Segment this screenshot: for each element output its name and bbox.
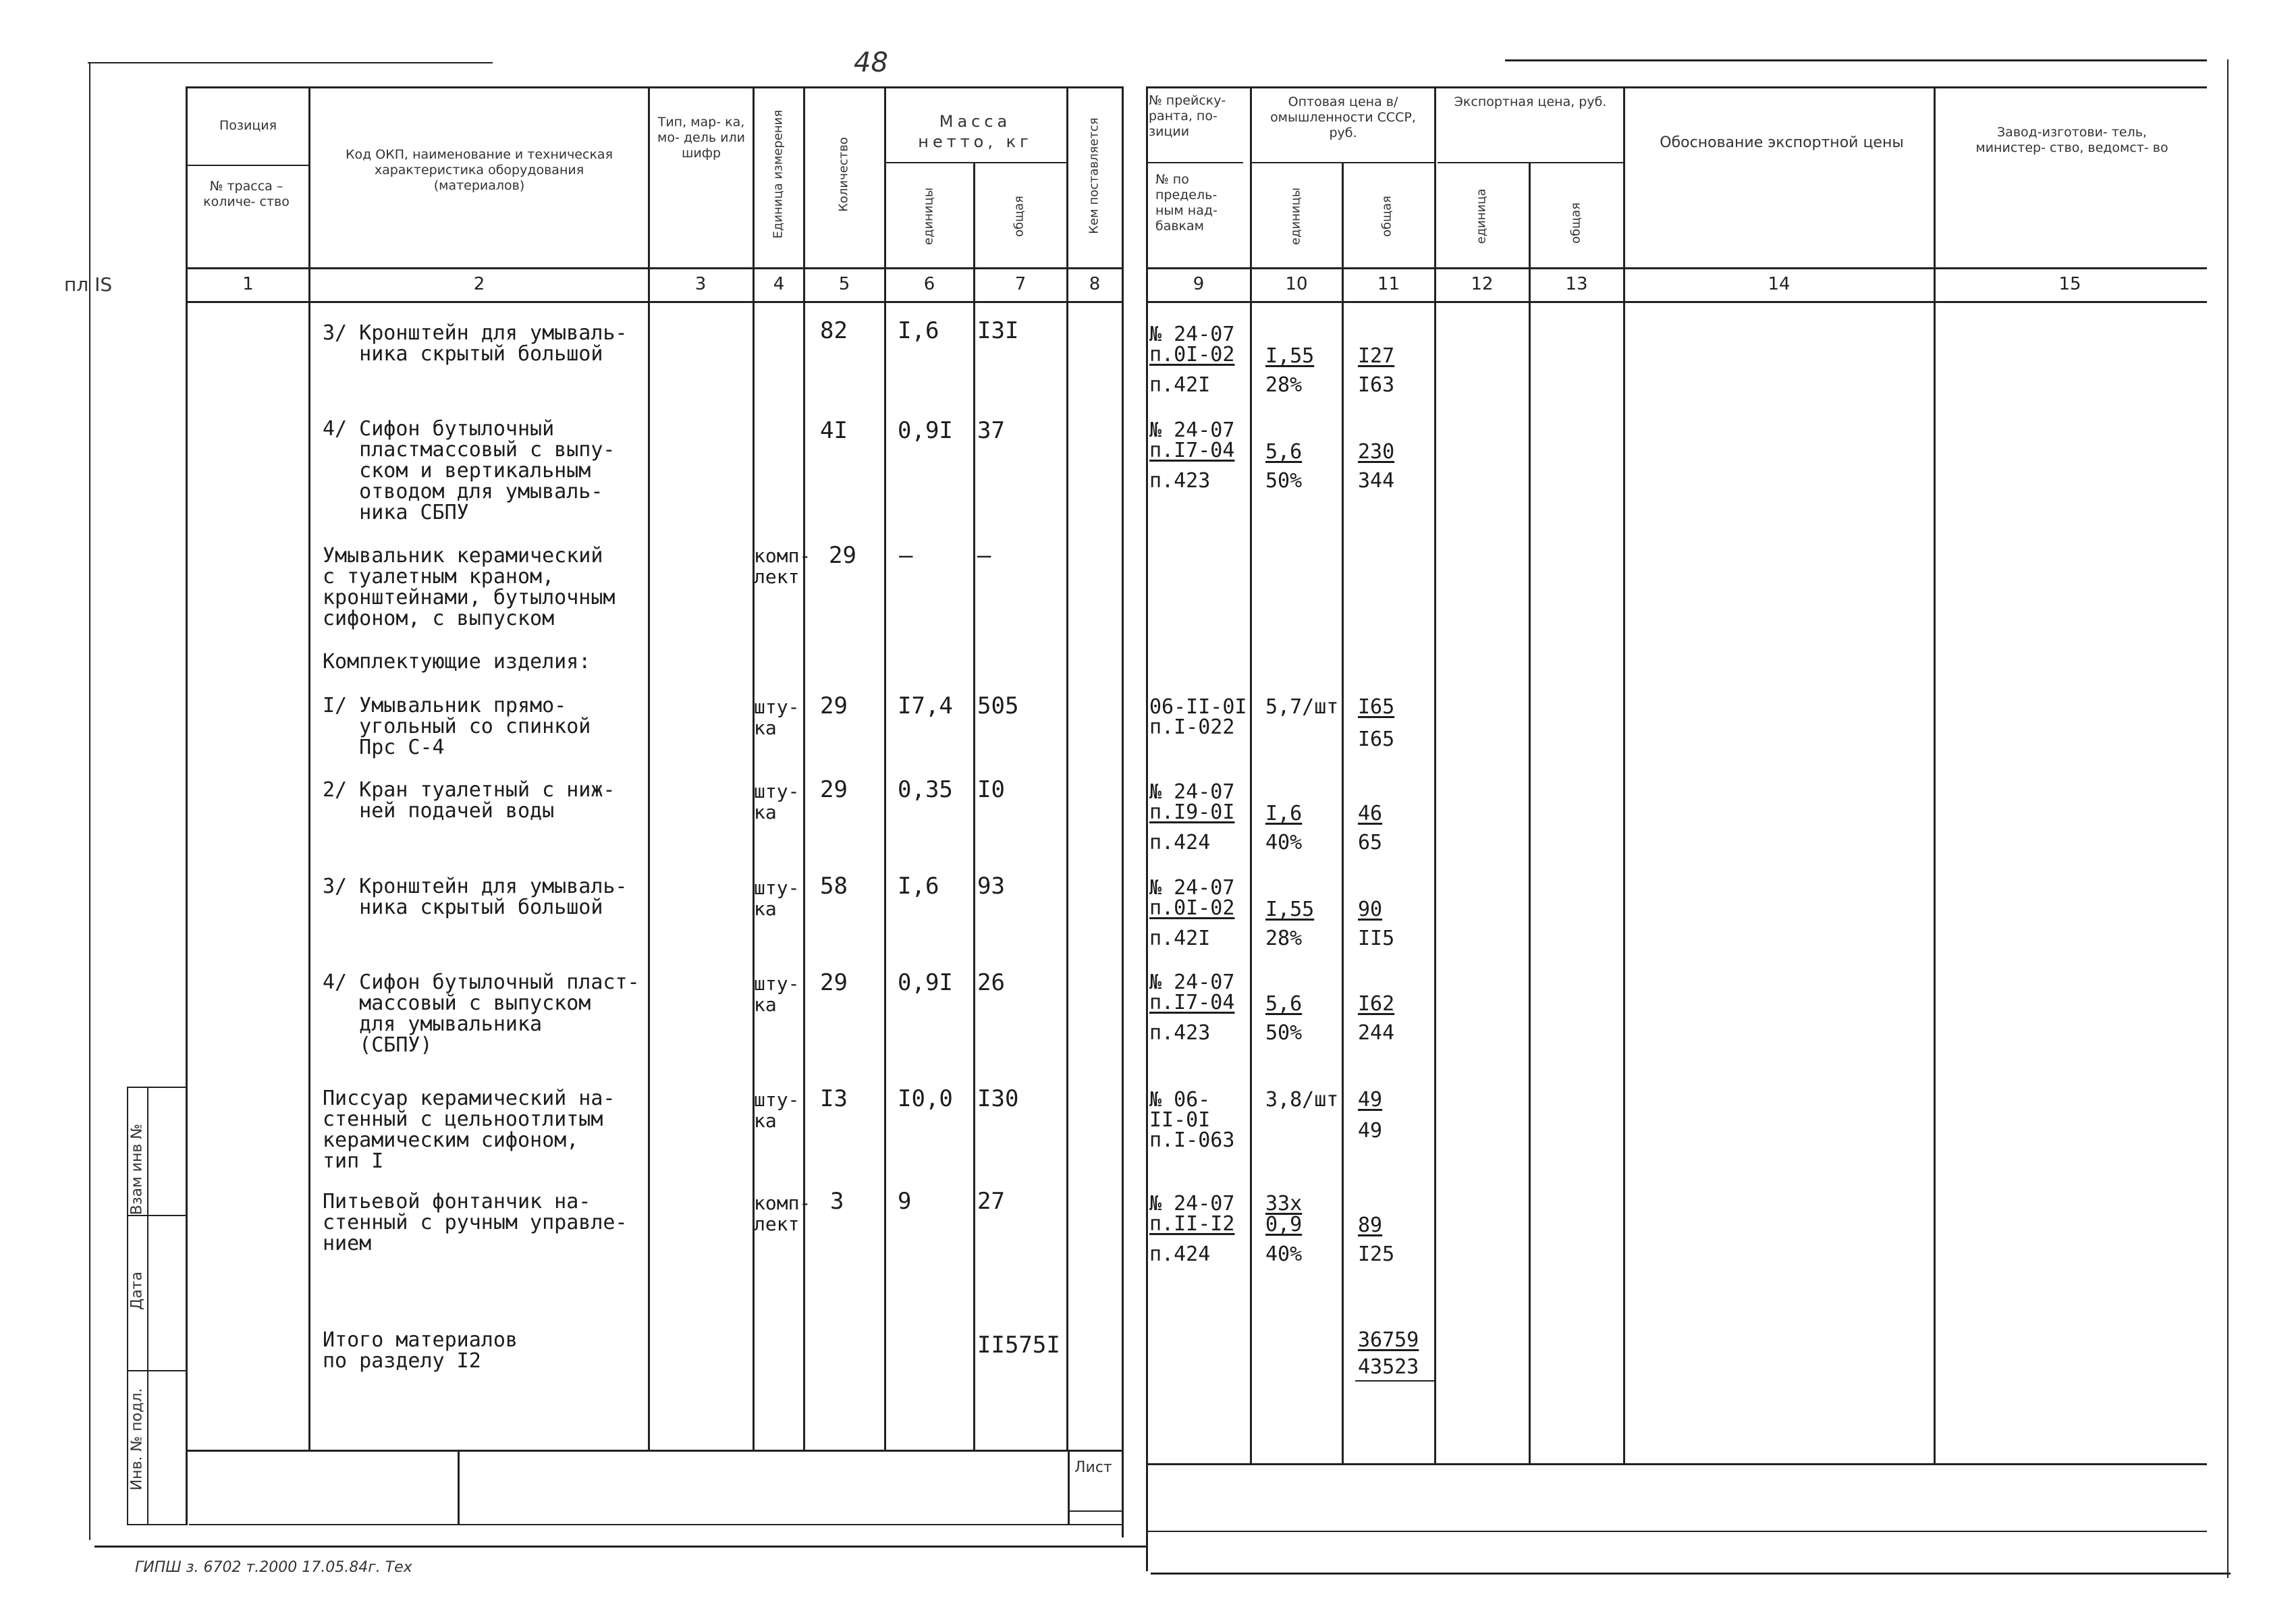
item-mass-unit: 0,9I bbox=[898, 417, 953, 444]
item-mass-total: 37 bbox=[977, 417, 1005, 444]
footer-note: ГИПШ з. 6702 т.2000 17.05.84г. Тех bbox=[135, 1559, 412, 1576]
col-number-8: 8 bbox=[1089, 274, 1101, 294]
item-unit: шту- ка bbox=[754, 780, 800, 823]
price-unit-1: I,55 bbox=[1265, 898, 1315, 921]
header-c6: единицы bbox=[921, 187, 936, 246]
price-ref-3: п.423 bbox=[1149, 469, 1211, 493]
side-stamp-frame-right bbox=[186, 1087, 188, 1525]
price-unit-2: 28% bbox=[1265, 373, 1303, 397]
price-unit-2: 28% bbox=[1265, 927, 1303, 950]
header-c10: единицы bbox=[1288, 187, 1303, 246]
side-stamp-text-1: Взам инв № bbox=[128, 1123, 146, 1216]
col-number-4: 4 bbox=[773, 274, 785, 294]
item-mass-total: 505 bbox=[977, 692, 1019, 719]
side-stamp-frame-mid bbox=[147, 1087, 148, 1525]
price-ref-2: п.0I-02 bbox=[1149, 896, 1235, 920]
header-c10-11: Оптовая цена в/омышленности СССР, руб. bbox=[1270, 94, 1416, 140]
sheet-label: Лист bbox=[1074, 1459, 1112, 1476]
total-price-2: 43523 bbox=[1358, 1355, 1419, 1379]
price-unit-2: 40% bbox=[1265, 831, 1303, 854]
price-total-2: I63 bbox=[1358, 373, 1395, 397]
col-number-10: 10 bbox=[1285, 274, 1308, 294]
header-c12: единица bbox=[1474, 188, 1489, 244]
col-number-12: 12 bbox=[1471, 274, 1494, 294]
item-name: I/ Умывальник прямо- угольный со спинкой Прс С-4 bbox=[323, 694, 591, 759]
price-unit-1: 5,6 bbox=[1265, 440, 1303, 464]
price-total-1: 230 bbox=[1358, 440, 1395, 464]
item-mass-total: I3I bbox=[977, 317, 1019, 344]
header-c7: общая bbox=[1012, 196, 1027, 237]
price-ref-2: п.I7-04 bbox=[1149, 439, 1235, 462]
stamp-box-sheet bbox=[1068, 1451, 1070, 1525]
header-c1-top: Позиция bbox=[219, 118, 277, 133]
price-ref-3: п.424 bbox=[1149, 1243, 1211, 1266]
item-unit: шту- ка bbox=[754, 973, 800, 1016]
price-unit-1: 5,6 bbox=[1265, 992, 1303, 1016]
price-ref-2: п.II-I2 bbox=[1149, 1212, 1235, 1236]
price-total-1: 90 bbox=[1358, 898, 1383, 921]
price-unit-1: 3,8/шт bbox=[1265, 1088, 1339, 1112]
stamp-box-left bbox=[458, 1451, 460, 1525]
item-mass-total: 26 bbox=[977, 969, 1005, 996]
price-unit-2: 40% bbox=[1265, 1243, 1303, 1266]
price-ref-2: п.I9-0I bbox=[1149, 800, 1235, 824]
header-divider-mass bbox=[884, 162, 1066, 163]
margin-mark: пл IS bbox=[64, 273, 113, 296]
stamp-line-b bbox=[189, 1524, 1124, 1525]
table-top-line bbox=[186, 86, 1124, 88]
item-name: 2/ Кран туалетный с ниж- ней подачей воды bbox=[323, 778, 616, 823]
price-total-1: 46 bbox=[1358, 802, 1383, 825]
table-top-line-right bbox=[1147, 86, 2207, 88]
item-mass-unit: 0,9I bbox=[898, 969, 953, 996]
item-unit: комп- лект bbox=[754, 1192, 811, 1235]
price-unit-2: 50% bbox=[1265, 469, 1303, 493]
price-ref-1: № 24-07 bbox=[1149, 323, 1235, 346]
item-unit: шту- ка bbox=[754, 877, 800, 920]
table-bottom-line-right bbox=[1147, 1463, 2207, 1465]
price-ref-2: п.0I-02 bbox=[1149, 343, 1235, 366]
price-total-1: I65 bbox=[1358, 695, 1395, 719]
outer-bottom-line-right bbox=[1151, 1573, 2231, 1575]
price-total-1: 89 bbox=[1358, 1213, 1383, 1237]
side-stamp-text-3: Инв. № подл. bbox=[128, 1388, 146, 1491]
price-ref-1: № 24-07 bbox=[1149, 418, 1235, 442]
item-qty: 29 bbox=[820, 969, 848, 996]
item-name: 4/ Сифон бутылочный пласт- массовый с выпуском для умывальника (СБПУ) bbox=[323, 971, 640, 1057]
price-unit-1: 5,7/шт bbox=[1265, 695, 1339, 719]
price-ref-1: № 24-07 bbox=[1149, 780, 1235, 804]
col-number-9: 9 bbox=[1193, 274, 1205, 294]
price-total-2: I65 bbox=[1358, 728, 1395, 751]
item-mass-total: I30 bbox=[977, 1085, 1019, 1112]
col-line-12 bbox=[1529, 163, 1531, 1463]
price-ref-1: № 24-07 bbox=[1149, 971, 1235, 994]
item-qty: 29 bbox=[820, 692, 848, 719]
col-number-1: 1 bbox=[242, 274, 254, 294]
col-number-6: 6 bbox=[923, 274, 935, 294]
price-unit-1: 33х 0,9 bbox=[1265, 1192, 1303, 1236]
item-qty: 82 bbox=[820, 317, 848, 344]
price-total-2: 344 bbox=[1358, 469, 1395, 493]
item-name: Комплектующие изделия: bbox=[323, 650, 591, 674]
price-total-2: 244 bbox=[1358, 1021, 1395, 1045]
header-c13: общая bbox=[1568, 202, 1583, 244]
header-number-row-bottom bbox=[186, 301, 1124, 303]
outer-bottom-line bbox=[94, 1546, 1147, 1548]
header-number-row-top bbox=[186, 267, 1124, 269]
header-c2: Код ОКП, наименование и техническая характеристика оборудования (материалов) bbox=[346, 147, 613, 193]
header-c8: Кем поставляется bbox=[1087, 117, 1101, 234]
item-mass-unit: I,6 bbox=[898, 873, 939, 900]
total-price-1: 36759 bbox=[1358, 1328, 1419, 1352]
stamp-right-line bbox=[1147, 1531, 2207, 1532]
header-number-row-top-right bbox=[1147, 267, 2207, 269]
item-mass-unit: – bbox=[899, 542, 913, 569]
item-unit: шту- ка bbox=[754, 1089, 800, 1132]
item-mass-total: – bbox=[977, 542, 991, 569]
item-qty: 58 bbox=[820, 873, 848, 900]
side-stamp-row-4 bbox=[127, 1524, 186, 1525]
stamp-line-a bbox=[186, 1450, 1124, 1452]
price-total-1: I62 bbox=[1358, 992, 1395, 1016]
item-qty: I3 bbox=[820, 1085, 848, 1112]
price-ref-2: п.I7-04 bbox=[1149, 991, 1235, 1014]
outer-right-line bbox=[2227, 59, 2229, 1578]
price-total-2: I25 bbox=[1358, 1243, 1395, 1266]
header-c1-bottom: № трасса – количе- ство bbox=[203, 179, 290, 209]
item-mass-total: 27 bbox=[977, 1188, 1005, 1215]
header-divider-c9 bbox=[1147, 162, 1243, 163]
col-line-8b bbox=[1146, 86, 1148, 1571]
price-ref-3: п.42I bbox=[1149, 373, 1211, 397]
item-mass-unit: I0,0 bbox=[898, 1085, 953, 1112]
total-label: Итого материалов по разделу I2 bbox=[323, 1328, 518, 1373]
price-total-2: 49 bbox=[1358, 1119, 1383, 1143]
price-ref-1: № 24-07 bbox=[1149, 876, 1235, 900]
header-c11: общая bbox=[1379, 196, 1394, 237]
header-c14: Обоснование экспортной цены bbox=[1660, 134, 1904, 151]
header-c9-top: № прейску- ранта, по- зиции bbox=[1149, 93, 1226, 139]
col-number-11: 11 bbox=[1377, 274, 1400, 294]
item-mass-unit: 9 bbox=[898, 1188, 912, 1215]
item-qty: 4I bbox=[820, 417, 848, 444]
total-box-line bbox=[1355, 1380, 1435, 1382]
item-qty: 29 bbox=[820, 776, 848, 803]
outer-top-line bbox=[88, 62, 493, 63]
item-name: 4/ Сифон бутылочный пластмассовый с выпу- ском и вертикальным отводом для умываль- ника СБПУ bbox=[323, 417, 616, 524]
item-qty: 29 bbox=[829, 542, 856, 569]
side-stamp-text-2: Дата bbox=[128, 1272, 146, 1310]
price-ref-3: п.424 bbox=[1149, 831, 1211, 854]
item-name: 3/ Кронштейн для умываль- ника скрытый большой bbox=[323, 875, 628, 919]
header-c4: Единица измерения bbox=[771, 109, 786, 239]
col-line-10 bbox=[1342, 163, 1344, 1463]
price-total-1: 49 bbox=[1358, 1088, 1383, 1112]
col-number-3: 3 bbox=[694, 274, 707, 294]
price-ref-2: II-0I bbox=[1149, 1108, 1211, 1132]
col-line-6 bbox=[973, 163, 975, 1450]
price-ref-2: п.I-022 bbox=[1149, 715, 1235, 739]
header-divider-c1 bbox=[186, 165, 308, 166]
price-ref-1: № 24-07 bbox=[1149, 1192, 1235, 1216]
header-number-row-bottom-right bbox=[1147, 301, 2207, 303]
price-unit-1: I,55 bbox=[1265, 344, 1315, 368]
price-ref-1: № 06- bbox=[1149, 1088, 1211, 1112]
price-ref-3: п.42I bbox=[1149, 927, 1211, 950]
item-mass-unit: 0,35 bbox=[898, 776, 953, 803]
price-unit-2: 50% bbox=[1265, 1021, 1303, 1045]
total-mass: II575I bbox=[977, 1332, 1060, 1359]
price-ref-3: п.423 bbox=[1149, 1021, 1211, 1045]
item-mass-total: 93 bbox=[977, 873, 1005, 900]
col-number-2: 2 bbox=[473, 274, 485, 294]
price-total-2: 65 bbox=[1358, 831, 1383, 854]
item-unit: шту- ка bbox=[754, 696, 800, 739]
header-c15: Завод-изготови- тель, министер- ство, ведомст- во bbox=[1975, 125, 2168, 155]
col-number-13: 13 bbox=[1565, 274, 1588, 294]
item-name: Писсуар керамический на- стенный с цельноотлитым керамическим сифоном, тип I bbox=[323, 1087, 616, 1173]
header-c12-13: Экспортная цена, руб. bbox=[1454, 94, 1607, 109]
item-unit: комп- лект bbox=[754, 545, 811, 588]
col-number-5: 5 bbox=[838, 274, 850, 294]
item-name: Умывальник керамический с туалетным краном, кронштейнами, бутылочным сифоном, с выпуском bbox=[323, 544, 616, 630]
header-c9-bottom: № по предель- ным над- бавкам bbox=[1155, 172, 1218, 234]
col-line-8 bbox=[1122, 86, 1124, 1537]
page-number: 48 bbox=[854, 47, 888, 78]
item-qty: 3 bbox=[830, 1188, 844, 1215]
col-number-15: 15 bbox=[2058, 274, 2081, 294]
price-unit-1: I,6 bbox=[1265, 802, 1303, 825]
price-total-1: I27 bbox=[1358, 344, 1395, 368]
item-mass-unit: I7,4 bbox=[898, 692, 953, 719]
header-c3: Тип, мар- ка, мо- дель или шифр bbox=[657, 115, 745, 161]
item-mass-unit: I,6 bbox=[898, 317, 939, 344]
item-name: Питьевой фонтанчик на- стенный с ручным управле- нием bbox=[323, 1190, 628, 1255]
col-number-7: 7 bbox=[1014, 274, 1027, 294]
outer-top-line-right bbox=[1505, 59, 2207, 61]
item-name: 3/ Кронштейн для умываль- ника скрытый большой bbox=[323, 321, 628, 366]
stamp-box-sheet-line bbox=[1068, 1510, 1123, 1512]
price-ref-1: 06-II-0I bbox=[1149, 695, 1247, 719]
header-c6-7: Масса нетто, кг bbox=[918, 112, 1033, 151]
item-mass-total: I0 bbox=[977, 776, 1005, 803]
col-number-14: 14 bbox=[1768, 274, 1791, 294]
side-stamp-row-1 bbox=[127, 1087, 186, 1088]
side-stamp-row-3 bbox=[127, 1370, 186, 1371]
price-ref-3: п.I-063 bbox=[1149, 1128, 1235, 1152]
price-total-2: II5 bbox=[1358, 927, 1395, 950]
header-c5: Количество bbox=[836, 137, 851, 212]
